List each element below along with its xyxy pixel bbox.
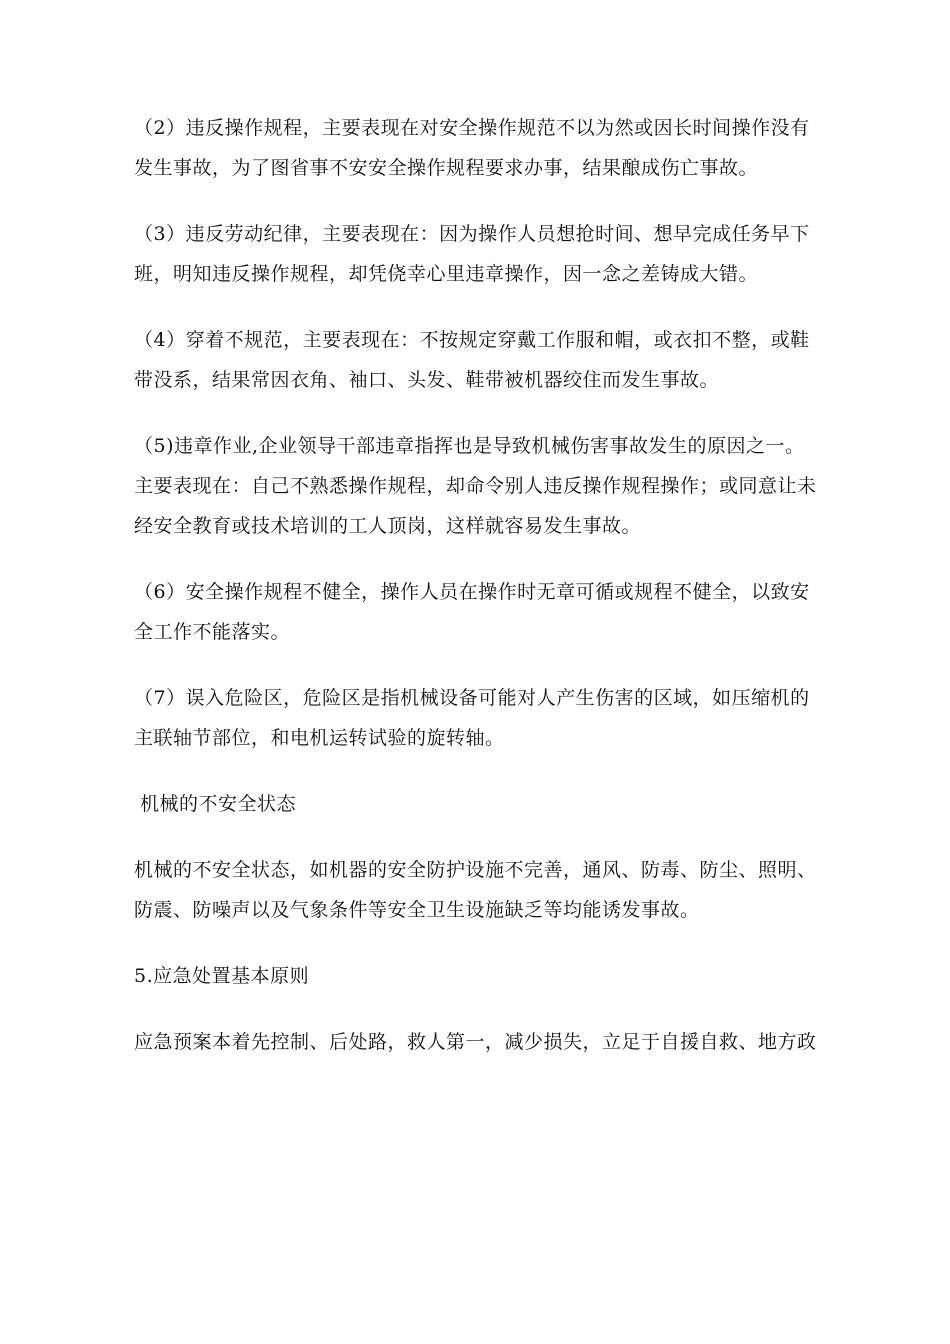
text-line: 带没系，结果常因衣角、袖口、头发、鞋带被机器绞住而发生事故。 bbox=[134, 369, 720, 391]
text-line: 主要表现在：自己不熟悉操作规程，却命令别人违反操作规程操作；或同意让未 bbox=[134, 475, 817, 497]
document-page bbox=[134, 108, 854, 1062]
paragraph-violation-labor-discipline bbox=[134, 214, 854, 294]
paragraph-danger-zone bbox=[134, 678, 854, 758]
text-line: （7）误入危险区，危险区是指机械设备可能对人产生伤害的区域，如压缩机的 bbox=[134, 687, 810, 709]
text-line: 发生事故，为了图省事不安安全操作规程要求办事，结果酿成伤亡事故。 bbox=[134, 157, 759, 179]
paragraph-illegal-operation bbox=[134, 426, 854, 546]
paragraph-emergency-plan bbox=[134, 1022, 854, 1062]
text-line: （2）违反操作规程，主要表现在对安全操作规范不以为然或因长时间操作没有 bbox=[134, 117, 810, 139]
text-line: 主联轴节部位，和电机运转试验的旋转轴。 bbox=[134, 727, 505, 749]
text-line: （6）安全操作规程不健全，操作人员在操作时无章可循或规程不健全，以致安 bbox=[134, 581, 810, 603]
text-line: 机械的不安全状态 bbox=[140, 793, 297, 815]
text-line: 班，明知违反操作规程，却凭侥幸心里违章操作，因一念之差铸成大错。 bbox=[134, 263, 759, 285]
text-line: （5)违章作业,企业领导干部违章指挥也是导致机械伤害事故发生的原因之一。 bbox=[134, 435, 805, 457]
paragraph-unsafe-state bbox=[134, 850, 854, 930]
text-line: 5.应急处置基本原则 bbox=[134, 965, 310, 987]
text-line: 机械的不安全状态，如机器的安全防护设施不完善，通风、防毒、防尘、照明、 bbox=[134, 859, 817, 881]
section-heading-unsafe-state bbox=[134, 784, 854, 824]
text-line: 经安全教育或技术培训的工人顶岗，这样就容易发生事故。 bbox=[134, 515, 642, 537]
text-line: （3）违反劳动纪律，主要表现在：因为操作人员想抢时间、想早完成任务早下 bbox=[134, 223, 810, 245]
text-line: （4）穿着不规范，主要表现在：不按规定穿戴工作服和帽，或衣扣不整，或鞋 bbox=[134, 329, 810, 351]
text-line: 应急预案本着先控制、后处路，救人第一，减少损失，立足于自援自救、地方政 bbox=[134, 1031, 817, 1053]
text-line: 全工作不能落实。 bbox=[134, 621, 291, 643]
text-line: 防震、防噪声以及气象条件等安全卫生设施缺乏等均能诱发事故。 bbox=[134, 899, 700, 921]
paragraph-improper-attire bbox=[134, 320, 854, 400]
paragraph-incomplete-rules bbox=[134, 572, 854, 652]
paragraph-violation-operating-rules bbox=[134, 108, 854, 188]
section-heading-emergency-principles bbox=[134, 956, 854, 996]
